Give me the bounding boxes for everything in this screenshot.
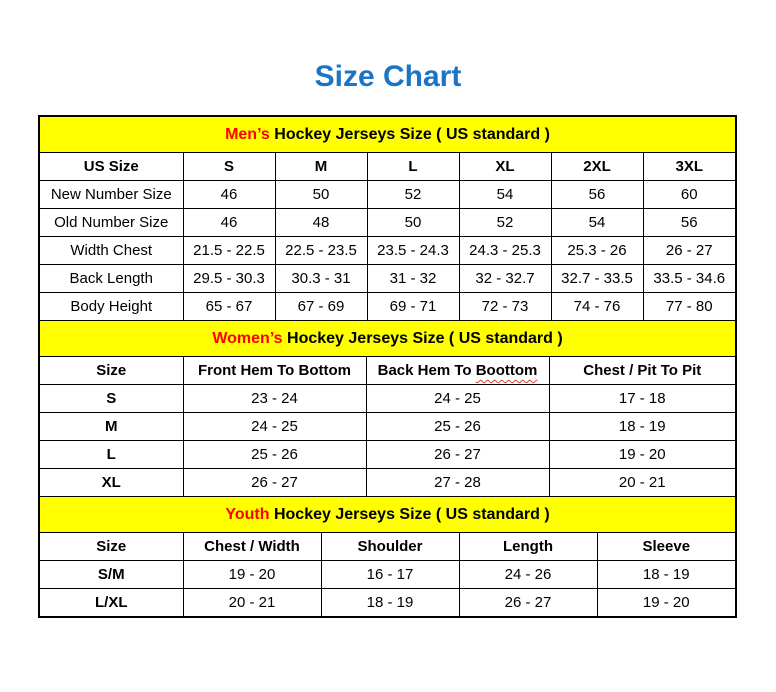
column-header: Size	[40, 357, 183, 385]
table-cell: 20 - 21	[549, 469, 735, 497]
table-cell: 22.5 - 23.5	[275, 237, 367, 265]
table-cell: 56	[551, 181, 643, 209]
mens-header-row	[40, 153, 735, 181]
table-row	[40, 181, 735, 209]
caption-text: Hockey Jerseys Size ( US standard )	[269, 505, 550, 523]
youth-header-row	[40, 533, 735, 561]
table-cell: 72 - 73	[459, 293, 551, 321]
table-cell: 54	[459, 181, 551, 209]
youth-table-caption	[40, 497, 735, 533]
table-cell: 60	[643, 181, 735, 209]
womens-caption-row	[40, 321, 735, 357]
column-header: 2XL	[551, 153, 643, 181]
row-label: M	[40, 413, 183, 441]
caption-highlight: Youth	[225, 505, 270, 523]
column-header	[366, 357, 549, 385]
column-header: Shoulder	[321, 533, 459, 561]
table-cell: 25 - 26	[183, 441, 366, 469]
mens-table-caption	[40, 117, 735, 153]
row-label: S/M	[40, 561, 183, 589]
table-cell: 18 - 19	[549, 413, 735, 441]
row-label: L/XL	[40, 589, 183, 617]
column-header: Length	[459, 533, 597, 561]
column-header-text: Back Hem To	[377, 362, 476, 379]
caption-highlight: Men’s	[225, 125, 270, 143]
table-cell: 32.7 - 33.5	[551, 265, 643, 293]
row-label: New Number Size	[40, 181, 183, 209]
table-cell: 16 - 17	[321, 561, 459, 589]
table-row	[40, 293, 735, 321]
row-label: L	[40, 441, 183, 469]
table-cell: 31 - 32	[367, 265, 459, 293]
table-cell: 74 - 76	[551, 293, 643, 321]
table-row	[40, 469, 735, 497]
table-cell: 67 - 69	[275, 293, 367, 321]
table-cell: 50	[275, 181, 367, 209]
size-chart-tables	[38, 115, 737, 618]
table-cell: 24 - 26	[459, 561, 597, 589]
table-cell: 54	[551, 209, 643, 237]
table-cell: 19 - 20	[549, 441, 735, 469]
table-row	[40, 589, 735, 617]
column-header: XL	[459, 153, 551, 181]
row-label: S	[40, 385, 183, 413]
table-cell: 56	[643, 209, 735, 237]
column-header: Size	[40, 533, 183, 561]
table-row	[40, 413, 735, 441]
table-row	[40, 385, 735, 413]
table-cell: 18 - 19	[321, 589, 459, 617]
row-label: Body Height	[40, 293, 183, 321]
column-header: Sleeve	[597, 533, 735, 561]
table-cell: 46	[183, 209, 275, 237]
table-cell: 18 - 19	[597, 561, 735, 589]
womens-header-row	[40, 357, 735, 385]
row-label: Width Chest	[40, 237, 183, 265]
column-header: Chest / Width	[183, 533, 321, 561]
youth-caption-row	[40, 497, 735, 533]
table-cell: 30.3 - 31	[275, 265, 367, 293]
table-cell: 50	[367, 209, 459, 237]
column-header: 3XL	[643, 153, 735, 181]
table-cell: 69 - 71	[367, 293, 459, 321]
row-label: Back Length	[40, 265, 183, 293]
table-cell: 46	[183, 181, 275, 209]
mens-size-table	[40, 117, 735, 321]
table-cell: 24 - 25	[366, 385, 549, 413]
table-cell: 17 - 18	[549, 385, 735, 413]
table-row	[40, 561, 735, 589]
column-header: S	[183, 153, 275, 181]
table-row	[40, 237, 735, 265]
table-cell: 29.5 - 30.3	[183, 265, 275, 293]
table-cell: 19 - 20	[183, 561, 321, 589]
column-header: Chest / Pit To Pit	[549, 357, 735, 385]
table-cell: 33.5 - 34.6	[643, 265, 735, 293]
table-cell: 23.5 - 24.3	[367, 237, 459, 265]
table-cell: 32 - 32.7	[459, 265, 551, 293]
table-cell: 26 - 27	[459, 589, 597, 617]
womens-size-table	[40, 321, 735, 497]
table-row	[40, 441, 735, 469]
table-cell: 25 - 26	[366, 413, 549, 441]
youth-size-table	[40, 497, 735, 616]
table-cell: 23 - 24	[183, 385, 366, 413]
table-cell: 21.5 - 22.5	[183, 237, 275, 265]
table-cell: 52	[367, 181, 459, 209]
table-cell: 24.3 - 25.3	[459, 237, 551, 265]
table-cell: 24 - 25	[183, 413, 366, 441]
caption-text: Hockey Jerseys Size ( US standard )	[282, 329, 563, 347]
column-header: L	[367, 153, 459, 181]
table-cell: 26 - 27	[366, 441, 549, 469]
column-header: US Size	[40, 153, 183, 181]
table-cell: 65 - 67	[183, 293, 275, 321]
table-cell: 52	[459, 209, 551, 237]
caption-text: Hockey Jerseys Size ( US standard )	[269, 125, 550, 143]
table-cell: 48	[275, 209, 367, 237]
page-title: Size Chart	[314, 60, 462, 93]
table-row	[40, 265, 735, 293]
row-label: XL	[40, 469, 183, 497]
column-header-misspelled-text: Boottom	[475, 362, 538, 379]
table-cell: 25.3 - 26	[551, 237, 643, 265]
table-cell: 27 - 28	[366, 469, 549, 497]
table-cell: 77 - 80	[643, 293, 735, 321]
table-cell: 19 - 20	[597, 589, 735, 617]
table-cell: 26 - 27	[183, 469, 366, 497]
table-cell: 20 - 21	[183, 589, 321, 617]
row-label: Old Number Size	[40, 209, 183, 237]
table-cell: 26 - 27	[643, 237, 735, 265]
caption-highlight: Women’s	[212, 329, 283, 347]
column-header: M	[275, 153, 367, 181]
mens-caption-row	[40, 117, 735, 153]
column-header: Front Hem To Bottom	[183, 357, 366, 385]
womens-table-caption	[40, 321, 735, 357]
table-row	[40, 209, 735, 237]
